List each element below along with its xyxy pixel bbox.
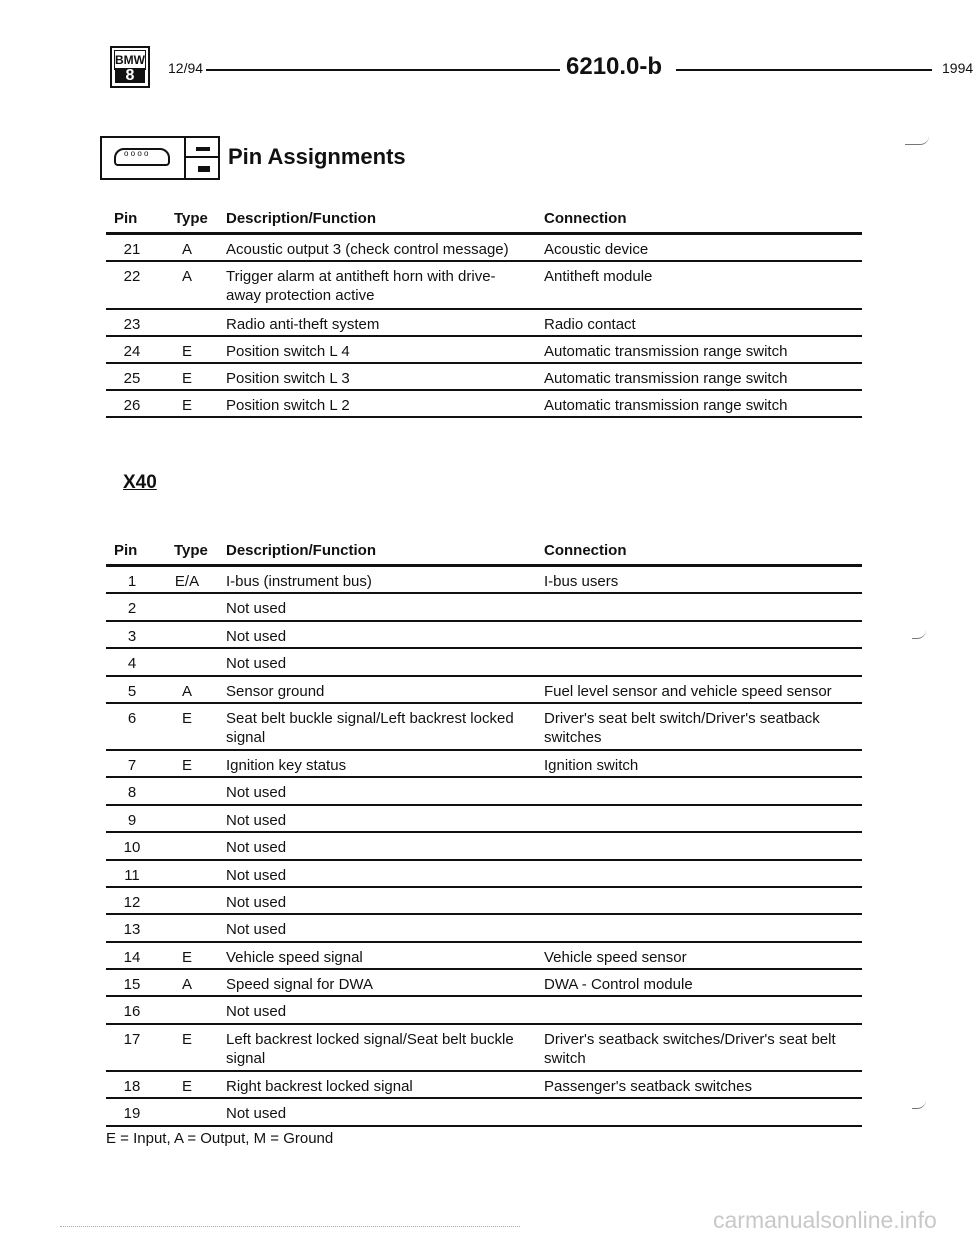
pin-cell: 9: [127, 811, 137, 829]
description-cell: Position switch L 2: [226, 397, 350, 414]
scan-mark: [912, 1100, 926, 1109]
pin-cell: 4: [127, 655, 137, 673]
table-row: [106, 915, 862, 942]
type-cell: A: [181, 241, 192, 258]
description-cell: Not used: [226, 784, 287, 802]
pin-cell: 2: [127, 600, 137, 618]
description-cell: Not used: [226, 655, 287, 673]
table-row: [106, 337, 862, 364]
pin-cell: 22: [123, 268, 141, 285]
pin-cell: 5: [127, 682, 137, 700]
pin-cell: 15: [123, 976, 141, 994]
table-row: [106, 649, 862, 676]
description-cell: Not used: [226, 811, 287, 829]
plug-icon: [114, 148, 170, 166]
type-cell: E: [181, 343, 192, 360]
connection-cell: Passenger's seatback switches: [544, 1077, 752, 1095]
pin-cell: 1: [127, 573, 137, 590]
table-row: [106, 364, 862, 391]
type-cell: A: [181, 268, 192, 285]
table-row: [106, 943, 862, 970]
table-row: [106, 1099, 862, 1126]
type-cell: E: [181, 370, 192, 387]
page-header: [110, 46, 973, 90]
header-pin: Pin: [114, 210, 138, 227]
type-cell: E: [181, 1077, 192, 1095]
description-cell: Radio anti-theft system: [226, 316, 380, 333]
connection-cell: Automatic transmission range switch: [544, 343, 788, 360]
description-cell: I-bus (instrument bus): [226, 573, 372, 590]
connection-cell: DWA - Control module: [544, 976, 693, 994]
description-cell: Vehicle speed signal: [226, 948, 363, 966]
connection-cell: Antitheft module: [544, 268, 653, 285]
connector-plug-cell: [102, 138, 186, 178]
scan-mark: [905, 136, 929, 145]
description-cell: Sensor ground: [226, 682, 325, 700]
type-cell: E: [181, 756, 192, 774]
description-cell: Speed signal for DWA: [226, 976, 374, 994]
table-row: [106, 806, 862, 833]
pin-cell: 26: [123, 397, 141, 414]
connection-cell: Fuel level sensor and vehicle speed sensor: [544, 682, 832, 700]
type-cell: A: [181, 682, 192, 700]
header-rule-left: [206, 69, 560, 71]
table-row: [106, 567, 862, 594]
description-cell: Not used: [226, 600, 287, 618]
description-cell: Left backrest locked signal/Seat belt buckle signal: [226, 1030, 514, 1067]
header-rule-right: [676, 69, 932, 71]
pin-cell: 10: [123, 839, 141, 857]
table-row: [106, 888, 862, 915]
table-row: [106, 677, 862, 704]
table-row: [106, 997, 862, 1024]
pin-icon: [186, 138, 218, 158]
description-cell: Not used: [226, 921, 287, 939]
logo-brand-text: BMW: [114, 50, 146, 70]
description-cell: Right backrest locked signal: [226, 1077, 413, 1095]
header-connection: Connection: [544, 542, 627, 559]
table-row: [106, 861, 862, 888]
pin-cell: 25: [123, 370, 141, 387]
document-code: 6210.0-b: [566, 53, 663, 80]
description-cell: Not used: [226, 839, 287, 857]
type-cell: E: [181, 1030, 192, 1048]
table-row: [106, 704, 862, 751]
connection-cell: Radio contact: [544, 316, 636, 333]
connection-cell: Driver's seatback switches/Driver's seat belt switch: [544, 1030, 836, 1067]
pin-table-1: [106, 206, 862, 418]
description-cell: Position switch L 3: [226, 370, 350, 387]
header-pin: Pin: [114, 542, 138, 559]
pin-cell: 14: [123, 948, 141, 966]
type-legend: E = Input, A = Output, M = Ground: [106, 1130, 334, 1147]
header-description: Description/Function: [226, 542, 376, 559]
connector-pin-icon: [100, 136, 220, 180]
pin-cell: 12: [123, 893, 141, 911]
watermark: carmanualsonline.info: [713, 1207, 937, 1233]
description-cell: Seat belt buckle signal/Left backrest locked signal: [226, 709, 514, 746]
pin-cell: 19: [123, 1105, 141, 1123]
pin-cell: 16: [123, 1003, 141, 1021]
pin-cell: 8: [127, 784, 137, 802]
connection-cell: I-bus users: [544, 573, 619, 590]
table-row: [106, 622, 862, 649]
connection-cell: Vehicle speed sensor: [544, 948, 687, 966]
table-row: [106, 310, 862, 337]
connection-cell: Driver's seat belt switch/Driver's seatback switches: [544, 709, 820, 746]
table-header: [106, 538, 862, 567]
pin-table-2: [106, 538, 862, 1127]
connection-cell: Automatic transmission range switch: [544, 397, 788, 414]
description-cell: Not used: [226, 866, 287, 884]
pin-cell: 3: [127, 627, 137, 645]
type-cell: A: [181, 976, 192, 994]
pin-socket-icon: [186, 138, 218, 178]
type-cell: E/A: [174, 573, 200, 590]
section-title: Pin Assignments: [228, 144, 406, 169]
connection-cell: Acoustic device: [544, 241, 649, 258]
description-cell: Not used: [226, 1003, 287, 1021]
logo-series-text: 8: [115, 68, 145, 83]
bmw-8-logo: [110, 46, 150, 88]
description-cell: Not used: [226, 1105, 287, 1123]
pin-cell: 24: [123, 343, 141, 360]
connection-cell: Automatic transmission range switch: [544, 370, 788, 387]
header-description: Description/Function: [226, 210, 376, 227]
table-row: [106, 391, 862, 418]
header-type: Type: [174, 210, 208, 227]
header-year: 1994: [942, 60, 973, 76]
pin-cell: 18: [123, 1077, 141, 1095]
table-row: [106, 778, 862, 805]
description-cell: Ignition key status: [226, 756, 347, 774]
description-cell: Not used: [226, 893, 287, 911]
table-row: [106, 594, 862, 621]
scan-dots: [60, 1226, 520, 1227]
pin-cell: 11: [124, 866, 140, 884]
header-date: 12/94: [168, 60, 204, 76]
table-row: [106, 235, 862, 262]
table-row: [106, 1025, 862, 1072]
table-row: [106, 1072, 862, 1099]
header-connection: Connection: [544, 210, 627, 227]
pin-cell: 13: [123, 921, 141, 939]
table-row: [106, 970, 862, 997]
description-cell: Position switch L 4: [226, 343, 350, 360]
table-row: [106, 262, 862, 310]
table-row: [106, 751, 862, 778]
connector-label: X40: [123, 472, 157, 493]
type-cell: E: [181, 709, 192, 727]
table-row: [106, 833, 862, 860]
description-cell: Trigger alarm at antitheft horn with drive-away protection active: [226, 268, 496, 304]
table-header: [106, 206, 862, 235]
pin-cell: 6: [127, 709, 137, 727]
pin-cell: 21: [123, 241, 141, 258]
type-cell: E: [181, 397, 192, 414]
connection-cell: Ignition switch: [544, 756, 639, 774]
header-type: Type: [174, 542, 208, 559]
pin-cell: 17: [123, 1030, 141, 1048]
pin-cell: 7: [127, 756, 137, 774]
type-cell: E: [181, 948, 192, 966]
scan-mark: [912, 630, 926, 639]
pin-cell: 23: [123, 316, 141, 333]
description-cell: Acoustic output 3 (check control message): [226, 241, 509, 258]
description-cell: Not used: [226, 627, 287, 645]
